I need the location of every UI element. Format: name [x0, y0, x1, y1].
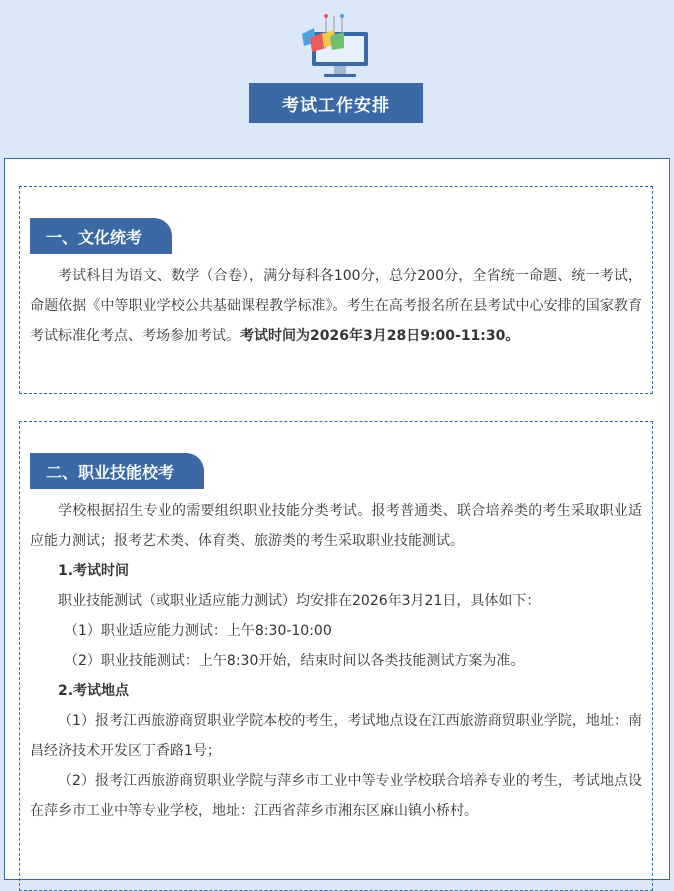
exam-location-heading: 2.考试地点	[58, 683, 130, 699]
section-title-culture-exam: 一、文化统考	[30, 218, 172, 254]
page-title: 考试工作安排	[249, 83, 423, 123]
skill-exam-intro: 学校根据招生专业的需要组织职业技能分类考试。报考普通类、联合培养类的考生采取职业适应能力测试；报考艺术类、体育类、旅游类的考生采取职业技能测试。	[30, 503, 642, 549]
section-skill-exam	[19, 421, 653, 891]
exam-time-text: 职业技能测试（或职业适应能力测试）均安排在2026年3月21日，具体如下：	[58, 593, 541, 609]
section-body-skill-exam	[30, 496, 642, 826]
exam-time-bold-text: 考试时间为2026年3月28日9:00-11:30。	[240, 328, 520, 344]
exam-description-paragraph	[30, 261, 642, 351]
section-title-skill-exam: 二、职业技能校考	[30, 453, 204, 489]
exam-time-item-1: （1）职业适应能力测试：上午8:30-10:00	[64, 623, 332, 639]
exam-time-heading: 1.考试时间	[58, 563, 130, 579]
monitor-illustration-icon	[298, 14, 372, 86]
section-culture-exam	[19, 186, 653, 394]
exam-location-item-1: （1）报考江西旅游商贸职业学院本校的考生，考试地点设在江西旅游商贸职业学院，地址：南昌经济技术开发区丁香路1号；	[30, 713, 642, 759]
exam-description-text: 考试科目为语文、数学（合卷），满分每科各100分，总分200分，全省统一命题、统一考试，命题依据《中等职业学校公共基础课程教学标准》。考生在高考报名所在县考试中心安排的国家教育考试标准化考点、考场参加考试。	[30, 268, 642, 344]
exam-time-item-2: （2）职业技能测试：上午8:30开始，结束时间以各类技能测试方案为准。	[64, 653, 525, 669]
page-header	[0, 0, 674, 158]
section-body-culture-exam	[30, 261, 642, 351]
content-panel	[4, 158, 670, 880]
exam-location-item-2: （2）报考江西旅游商贸职业学院与萍乡市工业中等专业学校联合培养专业的考生，考试地点设在萍乡市工业中等专业学校，地址：江西省萍乡市湘东区麻山镇小桥村。	[30, 773, 642, 819]
